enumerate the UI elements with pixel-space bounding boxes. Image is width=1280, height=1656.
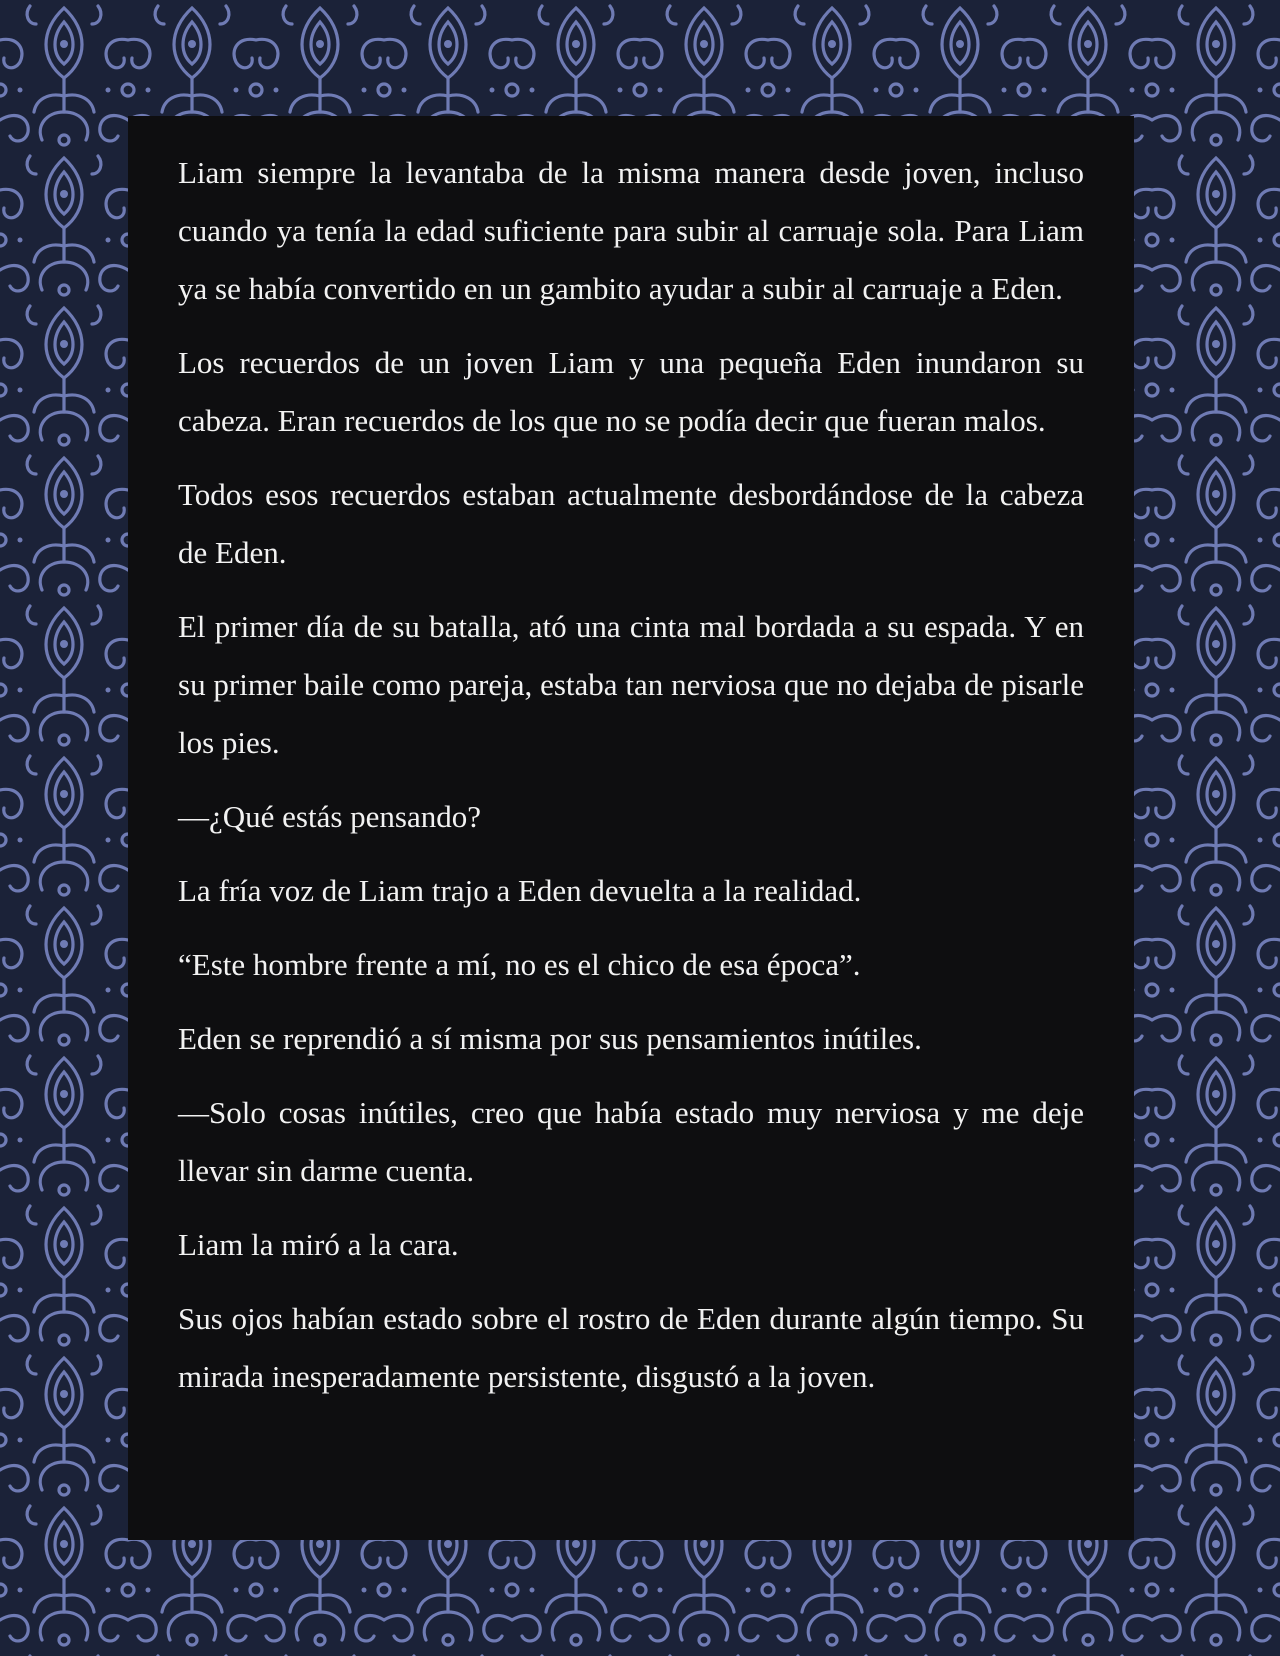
paragraph: Liam siempre la levantaba de la misma manera desde joven, incluso cuando ya tenía la edad suficiente para subir al carruaje sola. Para Liam ya se había convertido en un gambito ayudar a subir al carruaje a Eden. bbox=[178, 155, 1084, 306]
paragraph: Todos esos recuerdos estaban actualmente desbordándose de la cabeza de Eden. bbox=[178, 477, 1084, 570]
story-text bbox=[178, 144, 1084, 1406]
text-panel bbox=[128, 116, 1134, 1540]
dialogue-line: —¿Qué estás pensando? bbox=[178, 799, 482, 834]
paragraph: El primer día de su batalla, ató una cinta mal bordada a su espada. Y en su primer baile como pareja, estaba tan nerviosa que no dejaba de pisarle los pies. bbox=[178, 609, 1084, 760]
paragraph: Liam la miró a la cara. bbox=[178, 1227, 459, 1262]
thought-line: “Este hombre frente a mí, no es el chico de esa época”. bbox=[178, 947, 861, 982]
paragraph: Los recuerdos de un joven Liam y una pequeña Eden inundaron su cabeza. Eran recuerdos de los que no se podía decir que fueran malos. bbox=[178, 345, 1084, 438]
paragraph: Sus ojos habían estado sobre el rostro de Eden durante algún tiempo. Su mirada inesperadamente persistente, disgustó a la joven. bbox=[178, 1301, 1084, 1394]
paragraph: La fría voz de Liam trajo a Eden devuelta a la realidad. bbox=[178, 873, 862, 908]
paragraph: Eden se reprendió a sí misma por sus pensamientos inútiles. bbox=[178, 1021, 922, 1056]
dialogue-line: —Solo cosas inútiles, creo que había estado muy nerviosa y me deje llevar sin darme cuenta. bbox=[178, 1095, 1084, 1188]
